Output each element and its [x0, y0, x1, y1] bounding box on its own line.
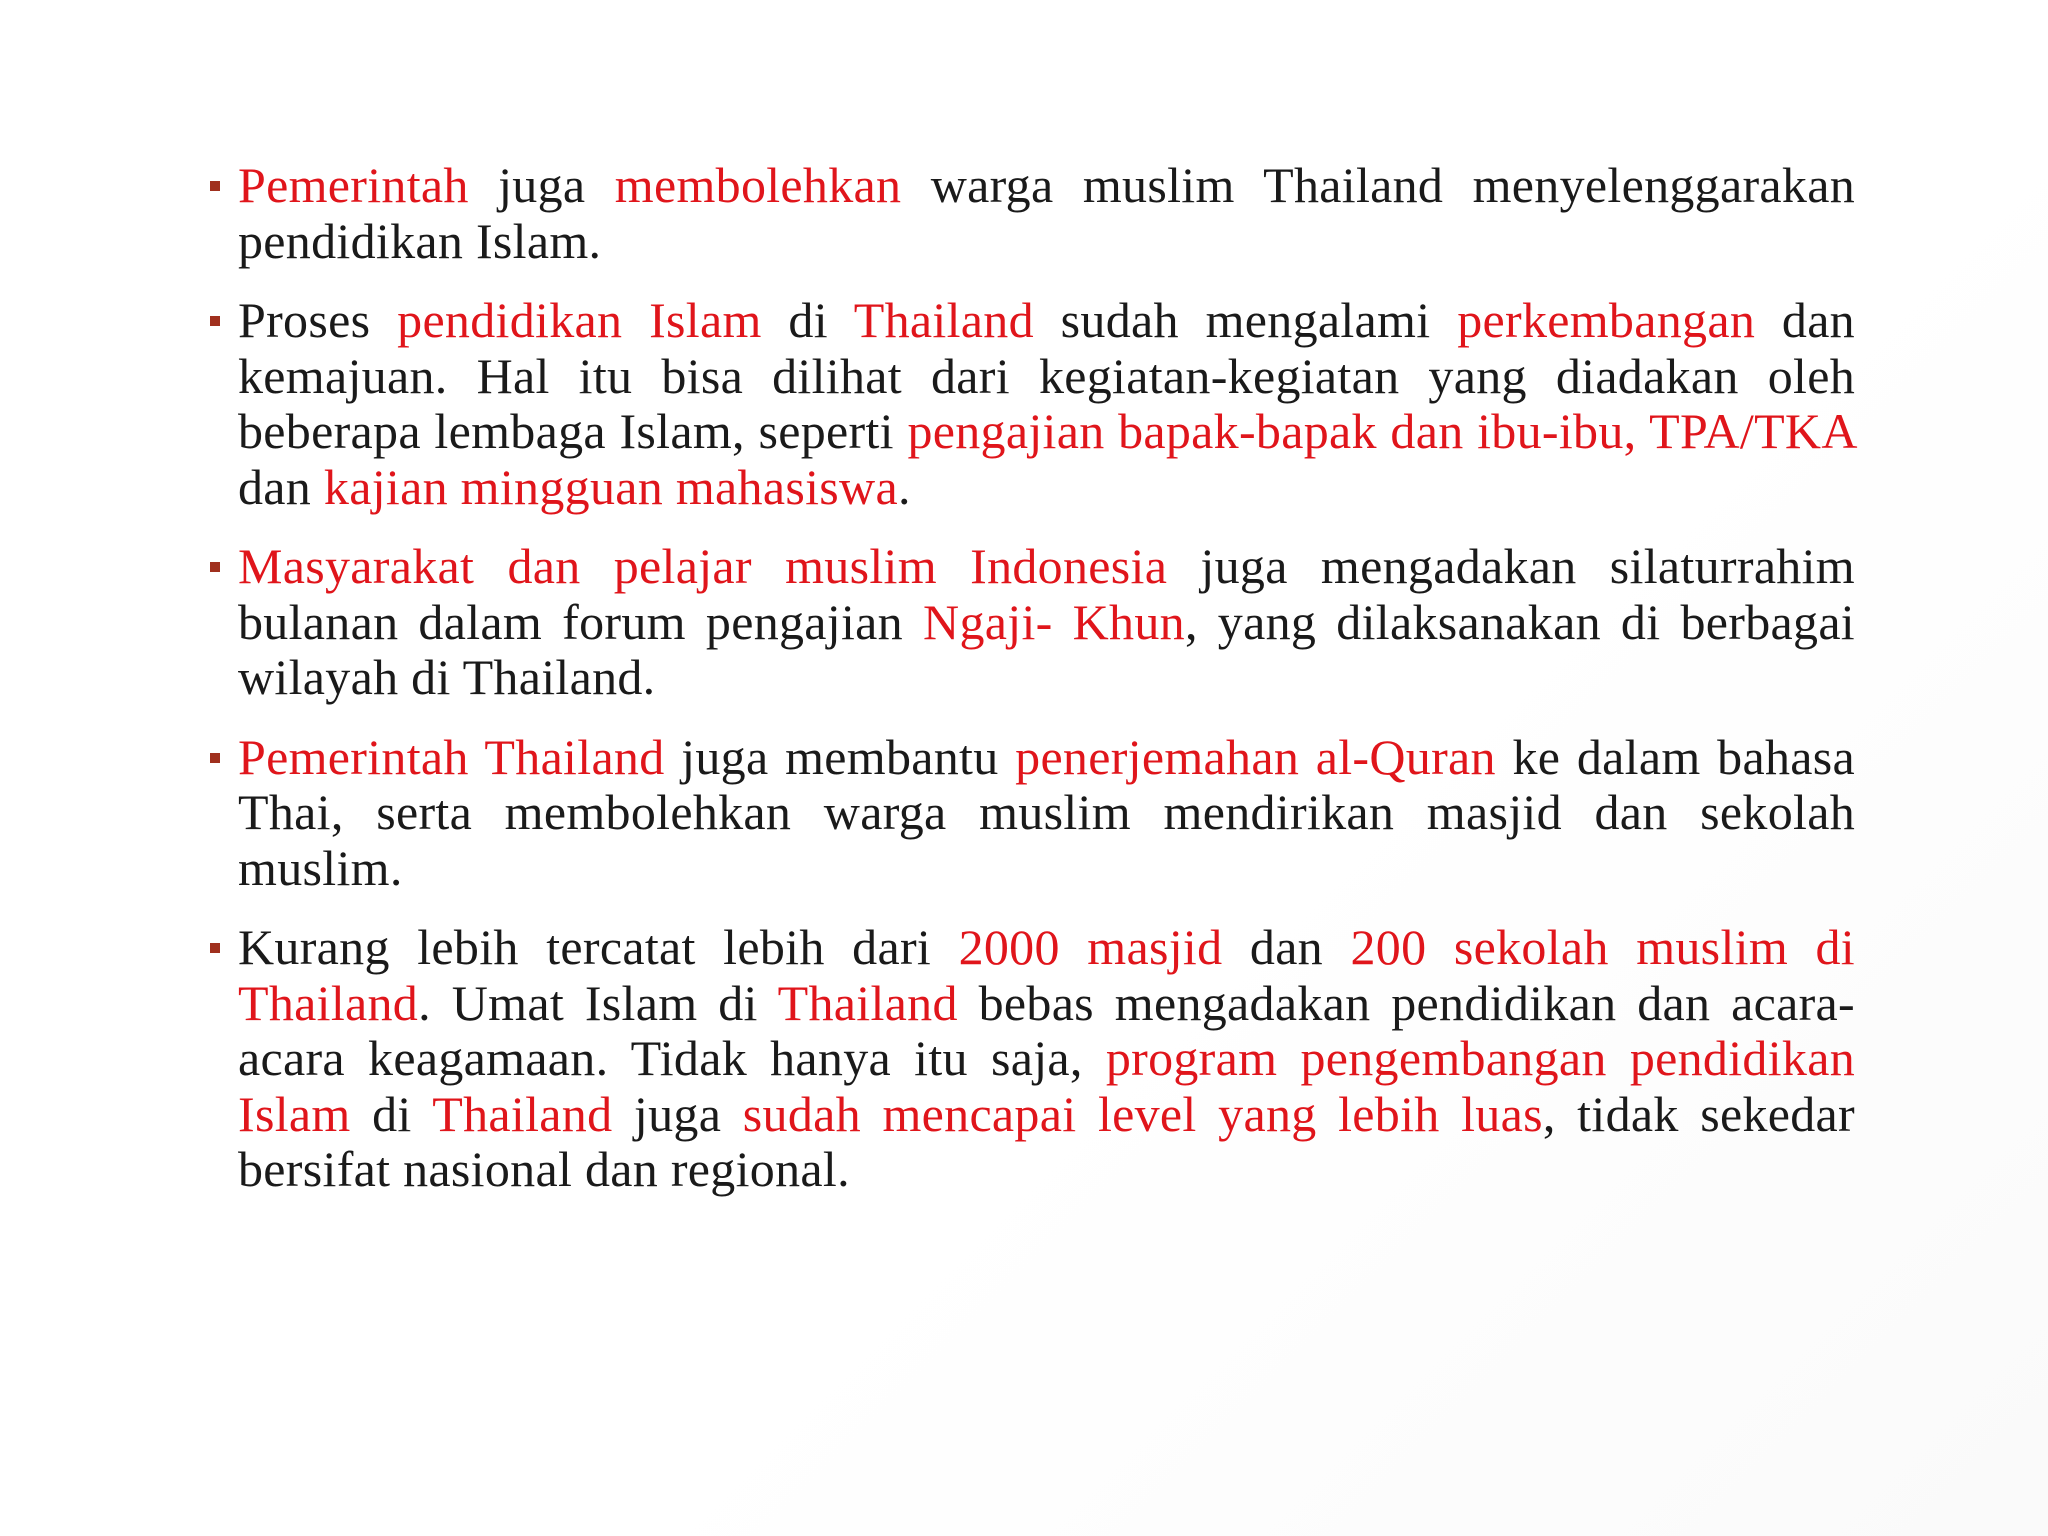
highlighted-text: Pemerintah Thailand — [238, 728, 665, 785]
highlighted-text: penerjemahan al-Quran — [1015, 728, 1496, 785]
highlighted-text: 2000 masjid — [958, 919, 1223, 975]
bullet-item-4 — [210, 730, 1855, 897]
highlighted-text: program pengembangan pendidikan Islam — [238, 1030, 1856, 1142]
highlighted-text: perkembangan — [1457, 292, 1756, 348]
highlighted-text: pengajian bapak-bapak dan ibu-ibu, TPA/TKA — [907, 403, 1855, 459]
body-text: , tidak sekedar bersifat nasional dan regional. — [238, 1085, 1855, 1197]
body-text: . Umat Islam di — [418, 974, 778, 1031]
highlighted-text: Pemerintah — [238, 157, 469, 213]
body-text: juga mengadakan silaturrahim bulanan dalam forum pengajian — [238, 538, 1855, 650]
highlighted-text: Ngaji- Khun — [923, 593, 1185, 650]
body-text: , yang dilaksanakan di berbagai wilayah di Thailand. — [238, 593, 1856, 705]
highlighted-text: Thailand — [777, 974, 958, 1031]
body-text: ke dalam bahasa Thai, serta membolehkan warga muslim mendirikan masjid dan sekolah muslim. — [238, 728, 1855, 896]
body-text: warga muslim Thailand menyelenggarakan pendidikan Islam. — [238, 157, 1855, 269]
highlighted-text: sudah mencapai level yang lebih luas — [742, 1085, 1543, 1142]
bullet-item-5 — [210, 920, 1855, 1198]
body-text: sudah mengalami — [1033, 292, 1458, 348]
body-text: dan — [238, 458, 324, 515]
body-text: . — [897, 458, 911, 515]
square-bullet-icon — [210, 753, 220, 763]
body-text: juga — [612, 1085, 743, 1142]
highlighted-text: 200 sekolah muslim di Thailand — [238, 919, 1855, 1031]
bullet-item-1 — [210, 158, 1855, 269]
highlighted-text: Thailand — [853, 292, 1034, 348]
body-text: dan kemajuan. Hal itu bisa dilihat dari kegiatan-kegiatan yang diadakan oleh beberapa lembaga Islam, seperti — [238, 292, 1855, 459]
square-bullet-icon — [210, 943, 220, 953]
body-text: Proses — [238, 292, 398, 348]
body-text: di — [761, 292, 854, 348]
square-bullet-icon — [210, 562, 220, 572]
highlighted-text: kajian mingguan mahasiswa — [323, 458, 898, 515]
body-text: di — [350, 1085, 433, 1142]
square-bullet-icon — [210, 316, 220, 326]
bullet-list — [210, 158, 1855, 1222]
square-bullet-icon — [210, 181, 220, 191]
body-text: Kurang lebih tercatat lebih dari — [238, 919, 959, 975]
body-text: bebas mengadakan pendidikan dan acara-acara keagamaan. Tidak hanya itu saja, — [238, 974, 1855, 1086]
body-text: juga — [468, 157, 615, 213]
bullet-item-2 — [210, 293, 1855, 515]
highlighted-text: Thailand — [432, 1085, 613, 1142]
body-text: juga membantu — [664, 728, 1016, 785]
body-text: dan — [1222, 919, 1351, 975]
highlighted-text: pendidikan Islam — [397, 292, 762, 348]
bullet-item-3 — [210, 539, 1855, 706]
highlighted-text: membolehkan — [614, 157, 902, 213]
highlighted-text: Masyarakat dan pelajar muslim Indonesia — [238, 538, 1168, 594]
